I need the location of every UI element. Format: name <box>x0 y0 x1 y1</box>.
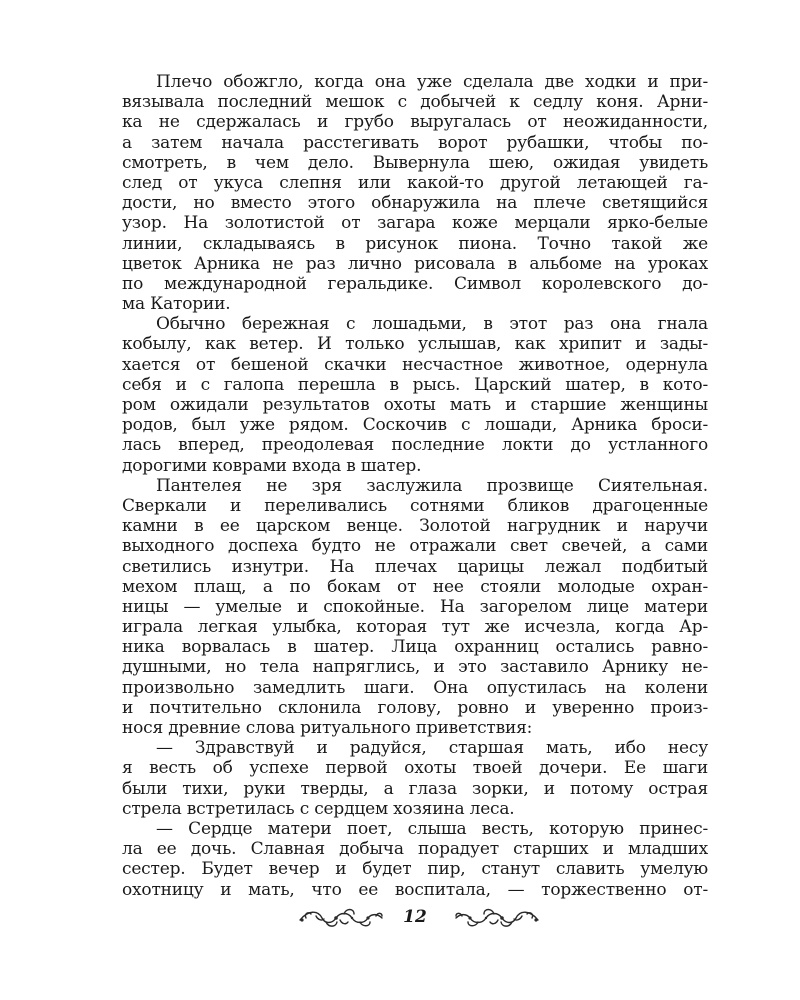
text-line: сестер. Будет вечер и будет пир, станут славить умелую <box>122 859 708 880</box>
text-line: хается от бешеной скачки несчастное животное, одернула <box>122 354 708 375</box>
text-line: вязывала последний мешок с добычей к седлу коня. Арни- <box>122 92 708 113</box>
text-line: ка не сдержалась и грубо выругалась от неожиданности, <box>122 112 708 133</box>
text-line: светились изнутри. На плечах царицы лежал подбитый <box>122 556 708 577</box>
text-line: линии, складываясь в рисунок пиона. Точно такой же <box>122 233 708 254</box>
text-line: ром ожидали результатов охоты мать и старшие женщины <box>122 395 708 415</box>
text-line: смотреть, в чем дело. Вывернула шею, ожидая увидеть <box>122 152 708 173</box>
text-line: — Сердце матери поет, слыша весть, которую принес- <box>156 818 708 839</box>
text-line: Пантелея не зря заслужила прозвище Сиятельная. <box>156 475 708 496</box>
text-line: кобылу, как ветер. И только услышав, как хрипит и зады- <box>122 334 708 355</box>
text-line: были тихи, руки тверды, а глаза зорки, и потому острая <box>122 778 708 799</box>
text-line: охотницу и мать, что ее воспитала, — торжественно от- <box>122 879 708 900</box>
text-line: Обычно бережная с лошадьми, в этот раз она гнала <box>156 314 708 335</box>
text-line: лась вперед, преодолевая последние локти до устланного <box>122 435 708 456</box>
text-line: по международной геральдике. Символ королевского до- <box>122 273 708 294</box>
text-line: камни в ее царском венце. Золотой нагрудник и наручи <box>122 516 708 537</box>
text-line: дости, но вместо этого обнаружила на плече светящийся <box>122 193 708 214</box>
text-line: след от укуса слепня или какой-то другой летающей га- <box>122 172 708 193</box>
text-line: Сверкали и переливались сотнями бликов драгоценные <box>122 495 708 516</box>
text-line: ма Катории. <box>122 294 231 315</box>
text-line: мехом плащ, а по бокам от нее стояли молодые охран- <box>122 576 708 597</box>
text-line: душными, но тела напряглись, и это заставило Арнику не- <box>122 657 708 678</box>
text-line: выходного доспеха будто не отражали свет свечей, а сами <box>122 536 708 557</box>
text-line: произвольно замедлить шаги. Она опустилась на колени <box>122 677 708 698</box>
page-number: 12 <box>403 907 427 927</box>
text-line: цветок Арника не раз лично рисовала в альбоме на уроках <box>122 253 708 274</box>
text-line: Плечо обожгло, когда она уже сделала две ходки и при- <box>156 72 708 92</box>
text-line: ника ворвалась в шатер. Лица охранниц остались равно- <box>122 637 708 658</box>
text-line: родов, был уже рядом. Соскочив с лошади, Арника броси- <box>122 415 708 436</box>
text-line: ницы — умелые и спокойные. На загорелом лице матери <box>122 596 708 617</box>
text-line: себя и с галопа перешла в рысь. Царский шатер, в кото- <box>122 374 708 395</box>
page-footer <box>0 904 800 934</box>
page-text <box>122 72 708 900</box>
text-line: а затем начала расстегивать ворот рубашки, чтобы по- <box>122 132 708 153</box>
text-line: — Здравствуй и радуйся, старшая мать, ибо несу <box>156 738 708 759</box>
text-line: я весть об успехе первой охоты твоей дочери. Ее шаги <box>122 758 708 779</box>
text-line: и почтительно склонила голову, ровно и уверенно произ- <box>122 697 708 718</box>
text-line: узор. На золотистой от загара коже мерцали ярко-белые <box>122 213 708 234</box>
floral-flourish-icon <box>296 906 386 930</box>
floral-flourish-icon <box>452 906 542 930</box>
text-line: ла ее дочь. Славная добыча порадует старших и младших <box>122 839 708 860</box>
text-line: играла легкая улыбка, которая тут же исчезла, когда Ар- <box>122 617 708 638</box>
text-line: нося древние слова ритуального приветствия: <box>122 718 533 738</box>
text-line: дорогими коврами входа в шатер. <box>122 455 422 476</box>
text-line: стрела встретилась с сердцем хозяина леса. <box>122 798 515 819</box>
